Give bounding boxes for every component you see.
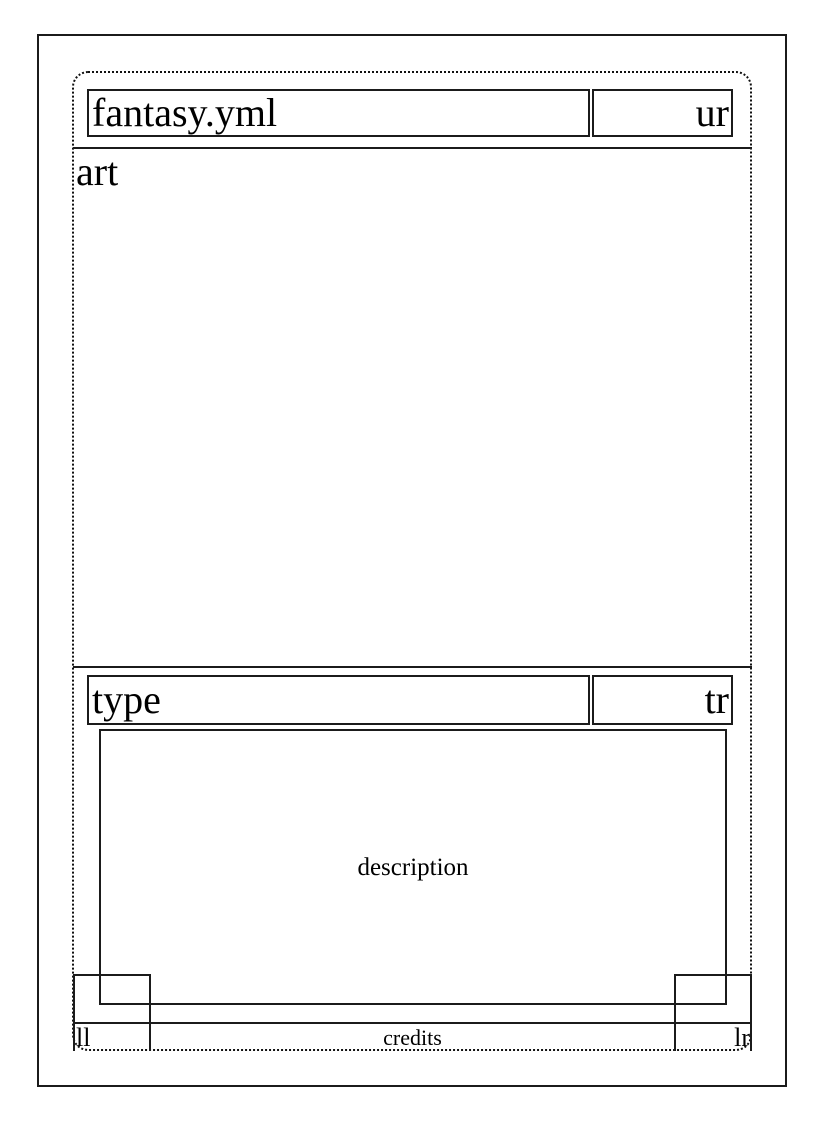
upper-right-region-label: ur	[695, 90, 729, 135]
title-region	[87, 89, 590, 137]
type-right-region-label: tr	[704, 677, 729, 722]
credits-region	[73, 1022, 752, 1051]
description-region	[99, 729, 727, 1005]
upper-right-region	[592, 89, 733, 137]
type-region	[87, 675, 590, 725]
art-region-label: art	[76, 149, 119, 194]
lower-right-region-label: lr	[734, 1023, 750, 1052]
title-region-label: fantasy.yml	[92, 90, 278, 135]
type-region-label: type	[92, 677, 161, 722]
description-region-label: description	[357, 853, 469, 881]
lower-left-region-label: ll	[76, 1023, 91, 1052]
art-region	[73, 147, 752, 668]
type-right-region	[592, 675, 733, 725]
credits-region-label: credits	[383, 1025, 442, 1050]
